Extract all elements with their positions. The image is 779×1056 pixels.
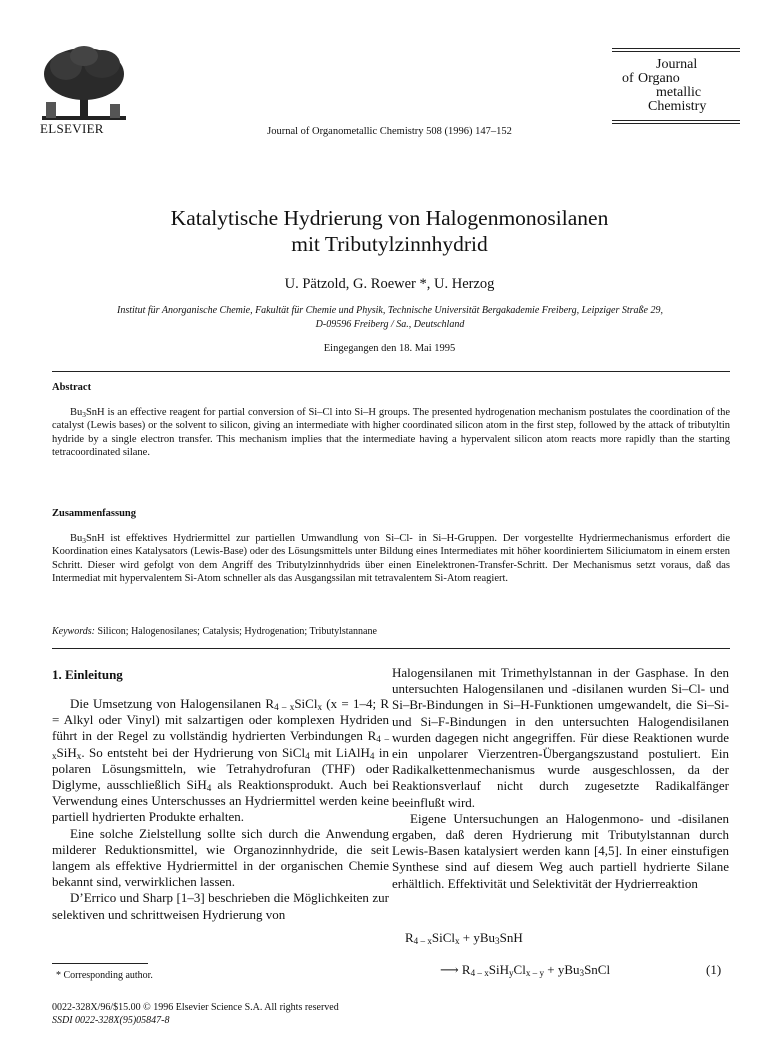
left-column xyxy=(52,696,389,923)
equation-number: (1) xyxy=(706,962,722,977)
received-date: Eingegangen den 18. Mai 1995 xyxy=(323,343,456,354)
ssdi-line: SSDI 0022-328X(95)05847-8 xyxy=(52,1015,170,1026)
reaction-arrow: ⟶ xyxy=(440,962,462,977)
affiliation xyxy=(60,304,720,331)
zusammenfassung-heading: Zusammenfassung xyxy=(52,508,137,519)
copyright-line: 0022-328X/96/$15.00 © 1996 Elsevier Science S.A. All rights reserved xyxy=(52,1002,339,1013)
footnote-divider xyxy=(52,963,148,964)
paragraph: Eine solche Zielstellung sollte sich durch die Anwendung milderer Reduktionsmittel, wie Organozinnhydride, die seit langem als effektive Hydriermittel in der organischen Chemie bekannt sind, verwirklichen lassen. xyxy=(52,825,389,890)
keywords-label: Keywords: xyxy=(52,626,95,637)
paragraph: D’Errico und Sharp [1–3] beschrieben die Möglichkeiten zur selektiven und schrittweisen Hydrierung von xyxy=(52,890,389,922)
journal-logo-word: of xyxy=(622,71,634,86)
paragraph: Die Umsetzung von Halogensilanen $R_{4 - x}SiCl_x$ (x = 1–4; R = Alkyl oder Vinyl) mit salzartigen oder komplexen Hydriden führt in der Regel zu vollständig hydrierten Verbindungen $R_{4 - x}SiH_x$. So entsteht bei der Hydrierung von SiCl$_4$ mit LiAlH$_4$ in polaren Lösungsmitteln, wie Tetrahydrofuran (THF) oder Diglyme, ausschließlich SiH$_4$ als Reaktionsprodukt. Auch bei Verwendung eines Unterschusses an Hydriermittel werden keine partiell hydrierten Produkte erhalten. xyxy=(52,696,390,825)
right-column xyxy=(392,665,729,892)
publisher-name: ELSEVIER xyxy=(40,121,104,136)
divider xyxy=(52,371,730,372)
journal-logo-word: metallic xyxy=(656,85,702,100)
journal-logo xyxy=(612,48,740,130)
article-title xyxy=(0,205,779,257)
affiliation-line: D-09596 Freiberg / Sa., Deutschland xyxy=(315,318,465,330)
zusammenfassung-text: $Bu_3SnH$ ist effektives Hydriermittel zur partiellen Umwandlung von Si–Cl- in Si–H-Gruppen. Der vorgestellte Hydriermechanismus erfordert die Koordination eines Katalysators (Lewis-Base) oder des Lösungsmittels unter Bildung eines Intermediates mit höher koordiniertem Siliciumatom in einem ersten Schritt. Dieser wird gefolgt von dem Angriff des Tributylzinnhydrids über einen Einelektronen-Transfer-Schritt. Der Mechanismus setzt voraus, daß das Intermediat mit hypervalentem Si-Atom schneller als das Ausgangssilan mit tetravalentem Si-Atom reagiert. xyxy=(52,533,730,585)
paragraph: Halogensilanen mit Trimethylstannan in der Gasphase. In den untersuchten Halogensilanen und -disilanen wurden Si–Cl- und Si–Br-Bindungen in Si–H-Funktionen umgewandelt, die Si–Si- und Si–F-Bindungen in den untersuchten Halogendisilanen wurden dagegen nicht angegriffen. Für diese Reaktionen wurde ein unpolarer Vierzentren-Übergangszustand postuliert. Ein Radikalkettenmechanismus wurde ausgeschlossen, da der Reaktionsverlauf nicht durch zugesetzte Radikalfänger beeinflußt wird. xyxy=(392,665,729,810)
divider xyxy=(52,648,730,649)
section-heading: 1. Einleitung xyxy=(52,667,123,682)
abstract-text: $Bu_3SnH$ is an effective reagent for partial conversion of Si–Cl into Si–H groups. The presented hydrogenation mechanism postulates the coordination of the catalyst (Lewis bases) or the solvent to silicon, giving an intermediate with higher coordinated silicon atom in the first step, followed by the attack of tributyltin hydride by a single electron transfer. This mechanism implies that the intermediate having a hypervalent silicon atom reacts more rapidly than the starting tetracoordinated silane. xyxy=(52,407,730,459)
keywords xyxy=(52,626,730,637)
footnote: * Corresponding author. xyxy=(56,970,153,981)
abstract-heading: Abstract xyxy=(52,382,92,393)
journal-logo-word: Organo xyxy=(638,71,680,86)
title-line: mit Tributylzinnhydrid xyxy=(291,232,488,256)
equation-line-1: $R_{4 - x}SiCl_x + yBu_3SnH$ xyxy=(405,930,523,946)
journal-logo-word: Chemistry xyxy=(648,99,707,114)
journal-citation: Journal of Organometallic Chemistry 508 (1996) 147–152 xyxy=(267,126,512,137)
elsevier-tree-logo xyxy=(40,44,128,122)
author-list: U. Pätzold, G. Roewer *, U. Herzog xyxy=(284,276,495,292)
affiliation-line: Institut für Anorganische Chemie, Fakultät für Chemie und Physik, Technische Universität Bergakademie Freiberg, Leipziger Straße 29, xyxy=(117,305,663,316)
equation-line-2: ⟶ $R_{4 - x}SiH_yCl_{x - y}$ + yBu$_3$SnCl xyxy=(440,962,611,978)
title-line: Katalytische Hydrierung von Halogenmonosilanen xyxy=(170,206,609,230)
journal-logo-word: Journal xyxy=(656,57,698,72)
copyright-codes xyxy=(52,1001,339,1027)
paragraph: Eigene Untersuchungen an Halogenmono- und -disilanen ergaben, daß deren Hydrierung mit Tributylstannan durch Lewis-Basen katalysiert werden kann [4,5]. In einer einstufigen Synthese sind auf diesem Weg auch partiell hydrierte Silane erhältlich. Effektivität und Selektivität der Hydrierreaktion xyxy=(392,810,729,891)
keywords-list: Silicon; Halogenosilanes; Catalysis; Hydrogenation; Tributylstannane xyxy=(97,626,377,637)
